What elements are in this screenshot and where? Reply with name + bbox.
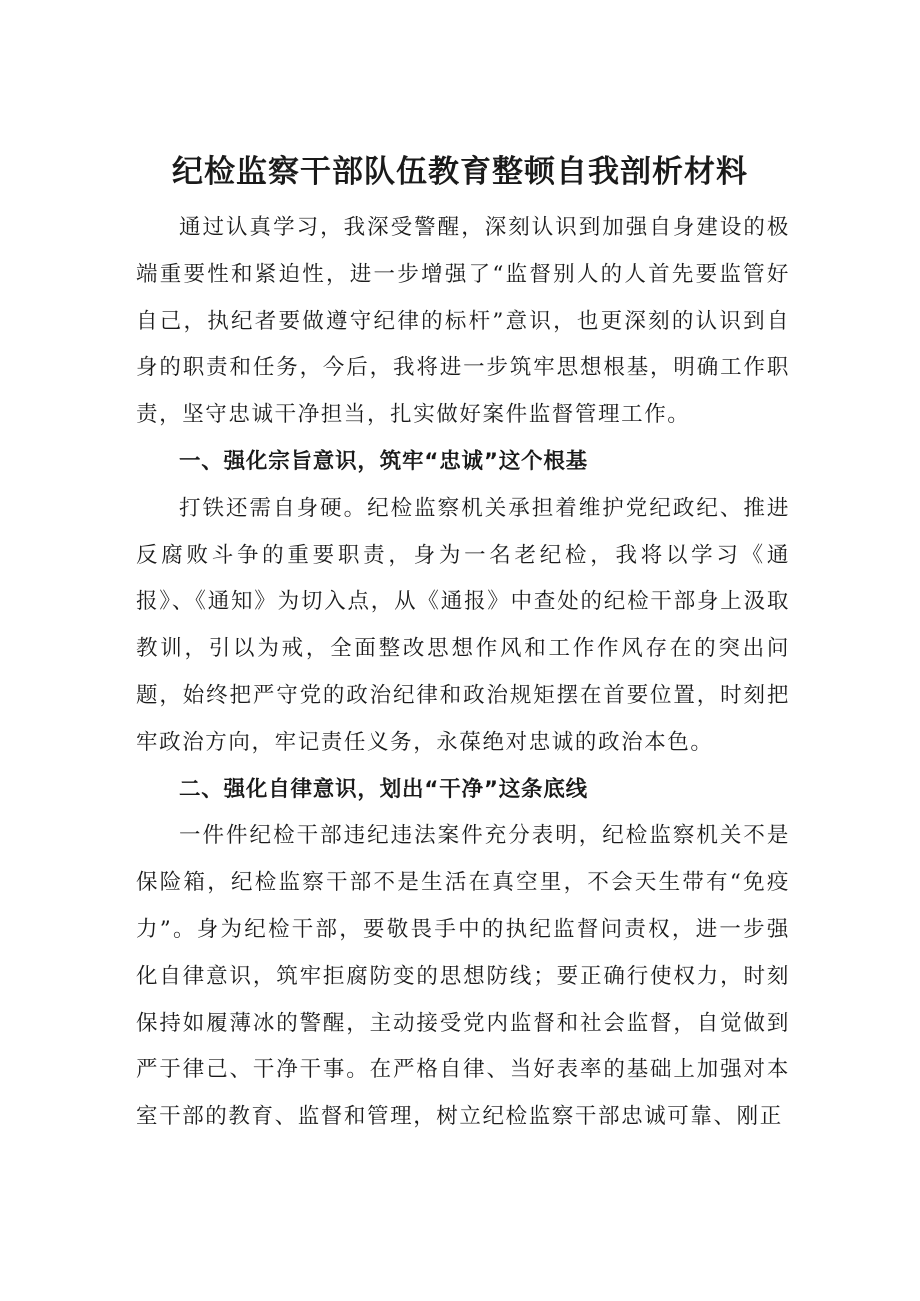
section-heading: 二、强化自律意识，划出“干净”这条底线 bbox=[179, 776, 588, 802]
section-paragraph: 一件件纪检干部违纪违法案件充分表明，纪检监察机关不是保险箱，纪检监察干部不是生活在真空里，不会天生带有“免疫力”。身为纪检干部，要敬畏手中的执纪监督问责权，进一步强化自律意识，筑牢拒腐防变的思想防线；要正确行使权力，时刻保持如履薄冰的警醒，主动接受党内监督和社会监督，自觉做到严于律己、干净干事。在严格自律、当好表率的基础上加强对本室干部的教育、监督和管理，树立纪检监察干部忠诚可靠、刚正 bbox=[136, 823, 790, 1130]
document-title: 纪检监察干部队伍教育整顿自我剖析材料 bbox=[172, 154, 748, 190]
document-body bbox=[136, 205, 790, 1141]
section-paragraph: 打铁还需自身硬。纪检监察机关承担着维护党纪政纪、推进反腐败斗争的重要职责，身为一名老纪检，我将以学习《通报》、《通知》为切入点，从《通报》中查处的纪检干部身上汲取教训，引以为戒，全面整改思想作风和工作作风存在的突出问题，始终把严守党的政治纪律和政治规矩摆在首要位置，时刻把牢政治方向，牢记责任义务，永葆绝对忠诚的政治本色。 bbox=[136, 495, 790, 755]
section-1 bbox=[136, 439, 790, 767]
intro-paragraph: 通过认真学习，我深受警醒，深刻认识到加强自身建设的极端重要性和紧迫性，进一步增强了“监督别人的人首先要监管好自己，执纪者要做遵守纪律的标杆”意识，也更深刻的认识到自身的职责和任务，今后，我将进一步筑牢思想根基，明确工作职责，坚守忠诚干净担当，扎实做好案件监督管理工作。 bbox=[136, 215, 790, 428]
section-heading: 一、强化宗旨意识，筑牢“忠诚”这个根基 bbox=[179, 448, 588, 474]
section-2 bbox=[136, 767, 790, 1141]
